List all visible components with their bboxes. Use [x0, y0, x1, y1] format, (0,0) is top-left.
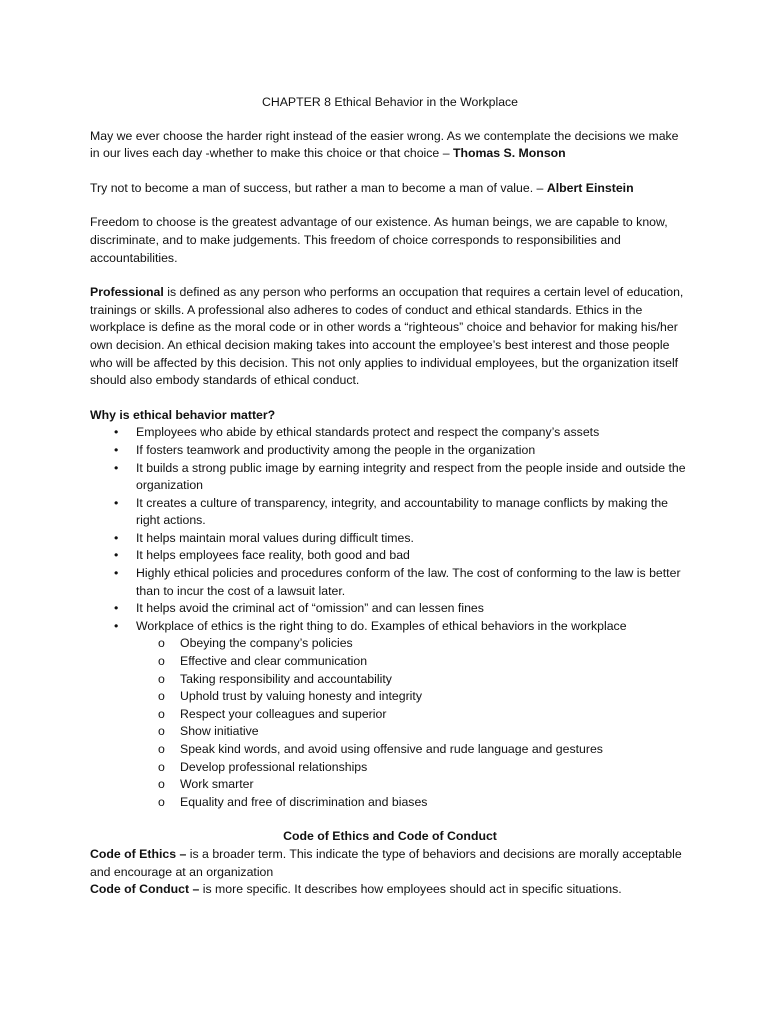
professional-paragraph [90, 284, 690, 390]
professional-text: is defined as any person who performs an occupation that requires a certain level of education, trainings or skills. A professional also adheres to codes of conduct and ethical standards. Ethics in the workplace is define as the moral code or in other words a “righteous” choice and behavior for making his/her own decision. An ethical decision making takes into account the employee’s best interest and those people who will be affected by this decision. This not only applies to individual employees, but the organization itself should also embody standards of ethical conduct. [90, 285, 684, 388]
quote-einstein-text: Try not to become a man of success, but rather a man to become a man of value. – [90, 180, 547, 195]
sub-bullet-item: o Develop professional relationships [90, 759, 690, 777]
bullet-item: • Employees who abide by ethical standards protect and respect the company’s assets [90, 424, 690, 442]
bullet-item: • It helps avoid the criminal act of “omission” and can lessen fines [90, 600, 690, 618]
bullet-item: • It creates a culture of transparency, integrity, and accountability to manage conflicts by making the right actions. [90, 495, 690, 530]
sub-bullet-item: o Show initiative [90, 723, 690, 741]
quote-monson [90, 128, 690, 163]
code-of-conduct-definition [90, 881, 690, 899]
why-heading: Why is ethical behavior matter? [90, 407, 276, 422]
sub-bullet-item: o Obeying the company’s policies [90, 635, 690, 653]
ethical-behaviors-sublist [90, 635, 690, 811]
quote-monson-text: May we ever choose the harder right instead of the easier wrong. As we contemplate the decisions we make in our lives each day -whether to make this choice or that choice – [90, 128, 679, 161]
document-body [90, 94, 690, 899]
code-of-ethics-text: is a broader term. This indicate the type of behaviors and decisions are morally acceptable and encourage at an organization [90, 846, 682, 879]
bullet-item: • Workplace of ethics is the right thing to do. Examples of ethical behaviors in the workplace [90, 618, 690, 636]
why-bullet-list [90, 424, 690, 635]
code-of-ethics-definition [90, 846, 690, 881]
chapter-title: CHAPTER 8 Ethical Behavior in the Workplace [261, 95, 519, 109]
code-of-conduct-term: Code of Conduct – [90, 882, 200, 897]
professional-term: Professional [90, 285, 164, 300]
code-of-ethics-term: Code of Ethics – [90, 846, 187, 861]
quote-einstein [90, 180, 690, 198]
codes-heading: Code of Ethics and Code of Conduct [283, 829, 497, 844]
bullet-item: • Highly ethical policies and procedures conform of the law. The cost of conforming to the law is better than to incur the cost of a lawsuit later. [90, 565, 690, 600]
sub-bullet-item: o Taking responsibility and accountability [90, 671, 690, 689]
bullet-item: • It helps maintain moral values during difficult times. [90, 530, 690, 548]
sub-bullet-item: o Equality and free of discrimination and biases [90, 794, 690, 812]
sub-bullet-item: o Uphold trust by valuing honesty and integrity [90, 688, 690, 706]
bullet-item: • If fosters teamwork and productivity among the people in the organization [90, 442, 690, 460]
sub-bullet-item: o Respect your colleagues and superior [90, 706, 690, 724]
sub-bullet-item: o Work smarter [90, 776, 690, 794]
sub-bullet-item: o Speak kind words, and avoid using offensive and rude language and gestures [90, 741, 690, 759]
bullet-item: • It builds a strong public image by earning integrity and respect from the people inside and outside the organization [90, 460, 690, 495]
code-of-conduct-text: is more specific. It describes how employees should act in specific situations. [199, 882, 622, 897]
quote-einstein-author: Albert Einstein [546, 180, 634, 195]
freedom-paragraph: Freedom to choose is the greatest advantage of our existence. As human beings, we are capable to know, discriminate, and to make judgements. This freedom of choice corresponds to responsibilities and accountabilities. [90, 215, 668, 265]
quote-monson-author: Thomas S. Monson [452, 146, 566, 161]
sub-bullet-item: o Effective and clear communication [90, 653, 690, 671]
bullet-item: • It helps employees face reality, both good and bad [90, 547, 690, 565]
